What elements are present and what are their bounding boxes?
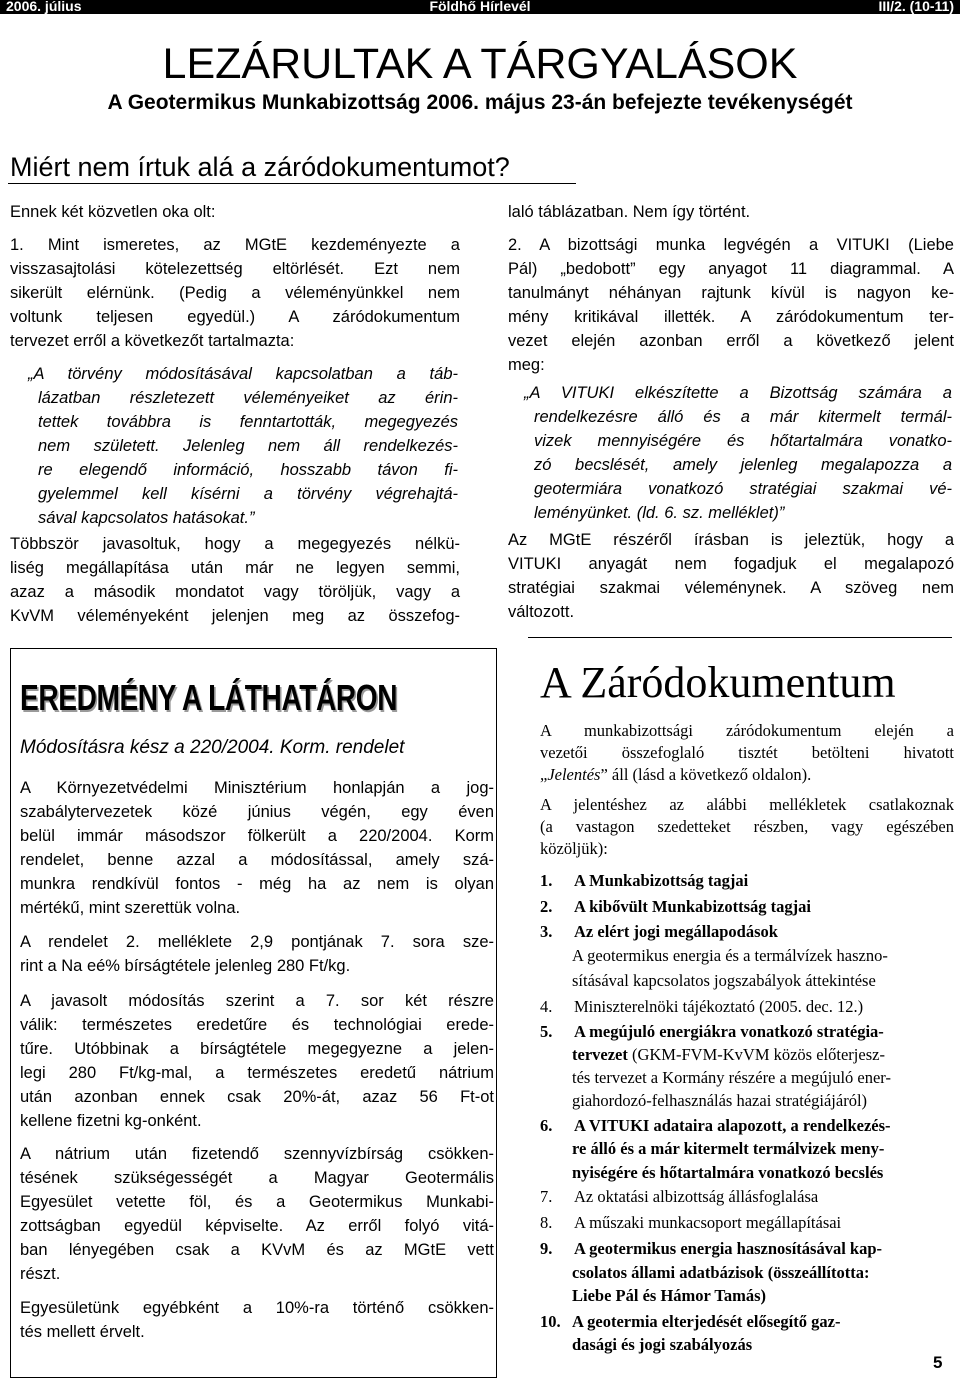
article-subtitle: A Geotermikus Munkabizottság 2006. május 23-án befejezte tevékenységét (107, 91, 853, 114)
annex-number: 8. (540, 1213, 553, 1232)
text-line: tanulmányt néhányan rajtunk kívül is nagyon ke- (508, 284, 954, 302)
annex-item (540, 1090, 867, 1112)
text-line: részt. (20, 1265, 61, 1283)
text-line: vezetői összefoglaló tisztét betölteni hivatott (540, 743, 954, 762)
annex-item (540, 1044, 885, 1066)
text-line: A Környezetvédelmi Minisztérium honlapján a jog- (20, 779, 494, 797)
text-line: Egyesületünk egyébként a 10%-ra történő csökken- (20, 1299, 494, 1317)
text-line: rint a Na eé% bírságtétele jelenleg 280 Ft/kg. (20, 957, 351, 975)
box-subtitle: Módosításra kész a 220/2004. Korm. rendelet (20, 737, 405, 758)
text-line: Ennek két közvetlen oka olt: (10, 203, 216, 221)
annex-item (540, 1138, 884, 1160)
text-line: A javasolt módosítás szerint a 7. sor két részre (20, 992, 494, 1010)
quote-line: zó becslését, amely jelenleg megalapozza a (534, 456, 952, 474)
annex-item (540, 996, 863, 1018)
quote-line: gyelemmel kell kísérni a törvény végrehajtá- (38, 485, 458, 503)
annex-text: dasági és jogi szabályozás (572, 1335, 753, 1354)
text-line: mértékű, mint szerettük volna. (20, 899, 241, 917)
text-line: „Jelentés” áll (lásd a következő oldalon). (540, 765, 812, 784)
text-line: A nátrium után fizetendő szennyvízbírság csökken- (20, 1145, 494, 1163)
annex-text: tés tervezet a Kormány részére a megújuló ener- (572, 1068, 891, 1087)
text-line: visszasajtolási kötelezettség eltörlését. Ezt nem (10, 260, 460, 278)
text-line: Pál) „bedobott” egy anyagot 11 diagrammal. A (508, 260, 954, 278)
text-line: Többször javasoltuk, hogy a megegyezés nélkü- (10, 535, 460, 553)
annex-text: re álló és a már kitermelt termálvizek meny- (572, 1139, 885, 1158)
text-line: változott. (508, 603, 575, 621)
annex-item (540, 1115, 891, 1137)
annex-item (540, 1238, 882, 1260)
annex-number: 6. (540, 1116, 553, 1135)
header-date: 2006. július (6, 0, 82, 14)
annex-number: 10. (540, 1312, 561, 1331)
annex-text: giahordozó-felhasználás hazai stratégiájáról) (572, 1091, 868, 1110)
annex-text: tervezet (572, 1045, 628, 1064)
text-line: szabálytervezetek közé június végén, egy éven (20, 803, 494, 821)
quote-line: rendelkezésre álló és a már kitermelt termál- (534, 408, 952, 426)
annex-item (540, 1067, 891, 1089)
annex-item (540, 1262, 869, 1284)
section-rule (8, 183, 576, 184)
annex-text: A megújuló energiákra vonatkozó stratégia- (574, 1022, 884, 1041)
text-line: belül immár másodszor fölkerült a 220/2004. Korm (20, 827, 494, 845)
text-line: ban lényegében csak a KVvM és az MGtE vett (20, 1241, 494, 1259)
annex-item (540, 1162, 883, 1184)
text-line: sikerült elérnünk. (Pedig a véleményünkkel nem (10, 284, 460, 302)
text-line: rendelet, benne azzal a módosítással, amely szá- (20, 851, 494, 869)
annex-number: 5. (540, 1022, 553, 1041)
annex-item (540, 970, 876, 992)
text-line: voltunk teljesen egyedül.) A záródokumentum (10, 308, 460, 326)
page-number: 5 (933, 1353, 943, 1372)
text-line: legi 280 Ft/kg-mal, a természetes eredetű nátrium (20, 1064, 494, 1082)
annex-text: A geotermikus energia hasznosításával kap- (574, 1239, 883, 1258)
annex-number: 7. (540, 1187, 553, 1206)
text-line: A rendelet 2. melléklete 2,9 pontjának 7. sora sze- (20, 933, 494, 951)
quote-line: leményünket. (ld. 6. sz. melléklet)” (534, 504, 785, 522)
text-line: válik: természetes eredetűre és technológiai erede- (20, 1016, 494, 1034)
annex-number: 3. (540, 922, 553, 941)
annex-text: Miniszterelnöki tájékoztató (2005. dec. 12.) (574, 997, 864, 1016)
quote-line: „A törvény módosításával kapcsolatban a táb- (28, 365, 458, 383)
text-line: liség megállapítása után már ne legyen semmi, (10, 559, 460, 577)
quote-line: re elegendő információ, hosszabb távon fi- (38, 461, 458, 479)
text-line: azaz a második mondatot vagy töröljük, vagy a (10, 583, 460, 601)
annex-number: 9. (540, 1239, 553, 1258)
box-title: EREDMÉNY A LÁTHATÁRON (20, 677, 398, 718)
quote-line: sával kapcsolatos hatásokat.” (38, 509, 255, 527)
annex-text: A geotermia elterjedését elősegítő gaz- (572, 1312, 841, 1331)
text-line: tervezet erről a következőt tartalmazta: (10, 332, 295, 350)
text-line: A jelentéshez az alábbi mellékletek csatlakoznak (540, 795, 954, 814)
annex-item (540, 1334, 752, 1356)
text-line: után azonban ennek csak 20%-át, azaz 56 Ft-ot (20, 1088, 494, 1106)
text-line: Az MGtE részéről írásban is jeleztük, hogy a (508, 531, 954, 549)
annex-text: A VITUKI adataira alapozott, a rendelkezés- (574, 1116, 891, 1135)
annex-item (540, 945, 888, 967)
quote-line: „A VITUKI elkészítette a Bizottság számára a (524, 384, 952, 402)
annex-number: 2. (540, 897, 553, 916)
text-line: kellene fizetni kg-onként. (20, 1112, 202, 1130)
annex-text: A műszaki munkacsoport megállapításai (574, 1213, 842, 1232)
text-line: meg: (508, 356, 545, 374)
annex-item (540, 1212, 841, 1234)
text-line: 1. Mint ismeretes, az MGtE kezdeményezte a (10, 236, 460, 254)
page-header (0, 0, 960, 14)
text-line: KvVM véleményeként jelenjen meg az összefog- (10, 607, 460, 625)
header-issue: III/2. (10-11) (878, 0, 954, 14)
annex-text: A kibővült Munkabizottság tagjai (574, 897, 811, 916)
annex-text: csolatos állami adatbázisok (összeállította: (572, 1263, 870, 1282)
article-title: LEZÁRULTAK A TÁRGYALÁSOK (162, 40, 798, 88)
annex-item (540, 870, 748, 892)
quote-line: nem született. Jelenleg nem áll rendelkezés- (38, 437, 458, 455)
annex-text: Az elért jogi megállapodások (574, 922, 778, 941)
annex-text: sításával kapcsolatos jogszabályok áttekintése (572, 971, 876, 990)
text-line: 2. A bizottsági munka legvégén a VITUKI (Liebe (508, 236, 954, 254)
quote-line: tettek továbbra is fenntartották, megegyezés (38, 413, 458, 431)
annex-text-cont: (GKM-FVM-KvVM közös előterjesz- (627, 1045, 885, 1064)
text-line: mény kritikával illették. A záródokumentum ter- (508, 308, 954, 326)
text-line: tés mellett érvelt. (20, 1323, 145, 1341)
column-rule (528, 637, 952, 638)
text-line: stratégiai szakmai véleménynek. A szöveg nem (508, 579, 954, 597)
text-line: A munkabizottsági záródokumentum elején a (540, 721, 954, 740)
text-line: laló táblázatban. Nem így történt. (508, 203, 751, 221)
annex-item (540, 921, 778, 943)
header-paper-name: Földhő Hírlevél (429, 0, 531, 14)
annex-number: 4. (540, 997, 553, 1016)
text-line: közöljük): (540, 839, 608, 858)
quote-line: lázatban részletezett véleményeiket az érin- (38, 389, 458, 407)
annex-number: 1. (540, 871, 553, 890)
annex-text: A Munkabizottság tagjai (574, 871, 749, 890)
text-line: VITUKI anyagát nem fogadjuk el megalapozó (508, 555, 954, 573)
section-heading: Miért nem írtuk alá a záródokumentumot? (10, 152, 510, 182)
text-line: (a vastagon szedetteket részben, vagy egészében (540, 817, 954, 836)
quote-line: geotermiára vonatkozó stratégiai szakmai vé- (534, 480, 952, 498)
annex-text: A geotermikus energia és a termálvízek haszno- (572, 946, 888, 965)
text-line: Egyesület vetette föl, és a Geotermikus Munkabi- (20, 1193, 494, 1211)
text-line: zottságban egyedül képviselte. Az erről folyó vitá- (20, 1217, 494, 1235)
annex-item (540, 896, 811, 918)
annex-text: nyiségére és hőtartalmára vonatkozó becslés (572, 1163, 884, 1182)
annex-item (540, 1186, 818, 1208)
text-line: tésének szükségességét a Magyar Geotermális (20, 1169, 494, 1187)
annex-item (540, 1311, 840, 1333)
annex-item (540, 1021, 884, 1043)
annex-text: Az oktatási albizottság állásfoglalása (574, 1187, 819, 1206)
text-line: tűre. Utóbbinak a bírságtétele megegyezne a jelen- (20, 1040, 494, 1058)
annex-item (540, 1285, 766, 1307)
text-line: vezet elején azonban erről a következő jelent (508, 332, 954, 350)
annex-text: Liebe Pál és Hámor Tamás) (572, 1286, 767, 1305)
text-line: munkra rendkívül fontos - még ha az nem is olyan (20, 875, 494, 893)
closing-doc-title: A Záródokumentum (540, 658, 896, 707)
quote-line: vizek mennyiségére és hőtartalmára vonatko- (534, 432, 952, 450)
